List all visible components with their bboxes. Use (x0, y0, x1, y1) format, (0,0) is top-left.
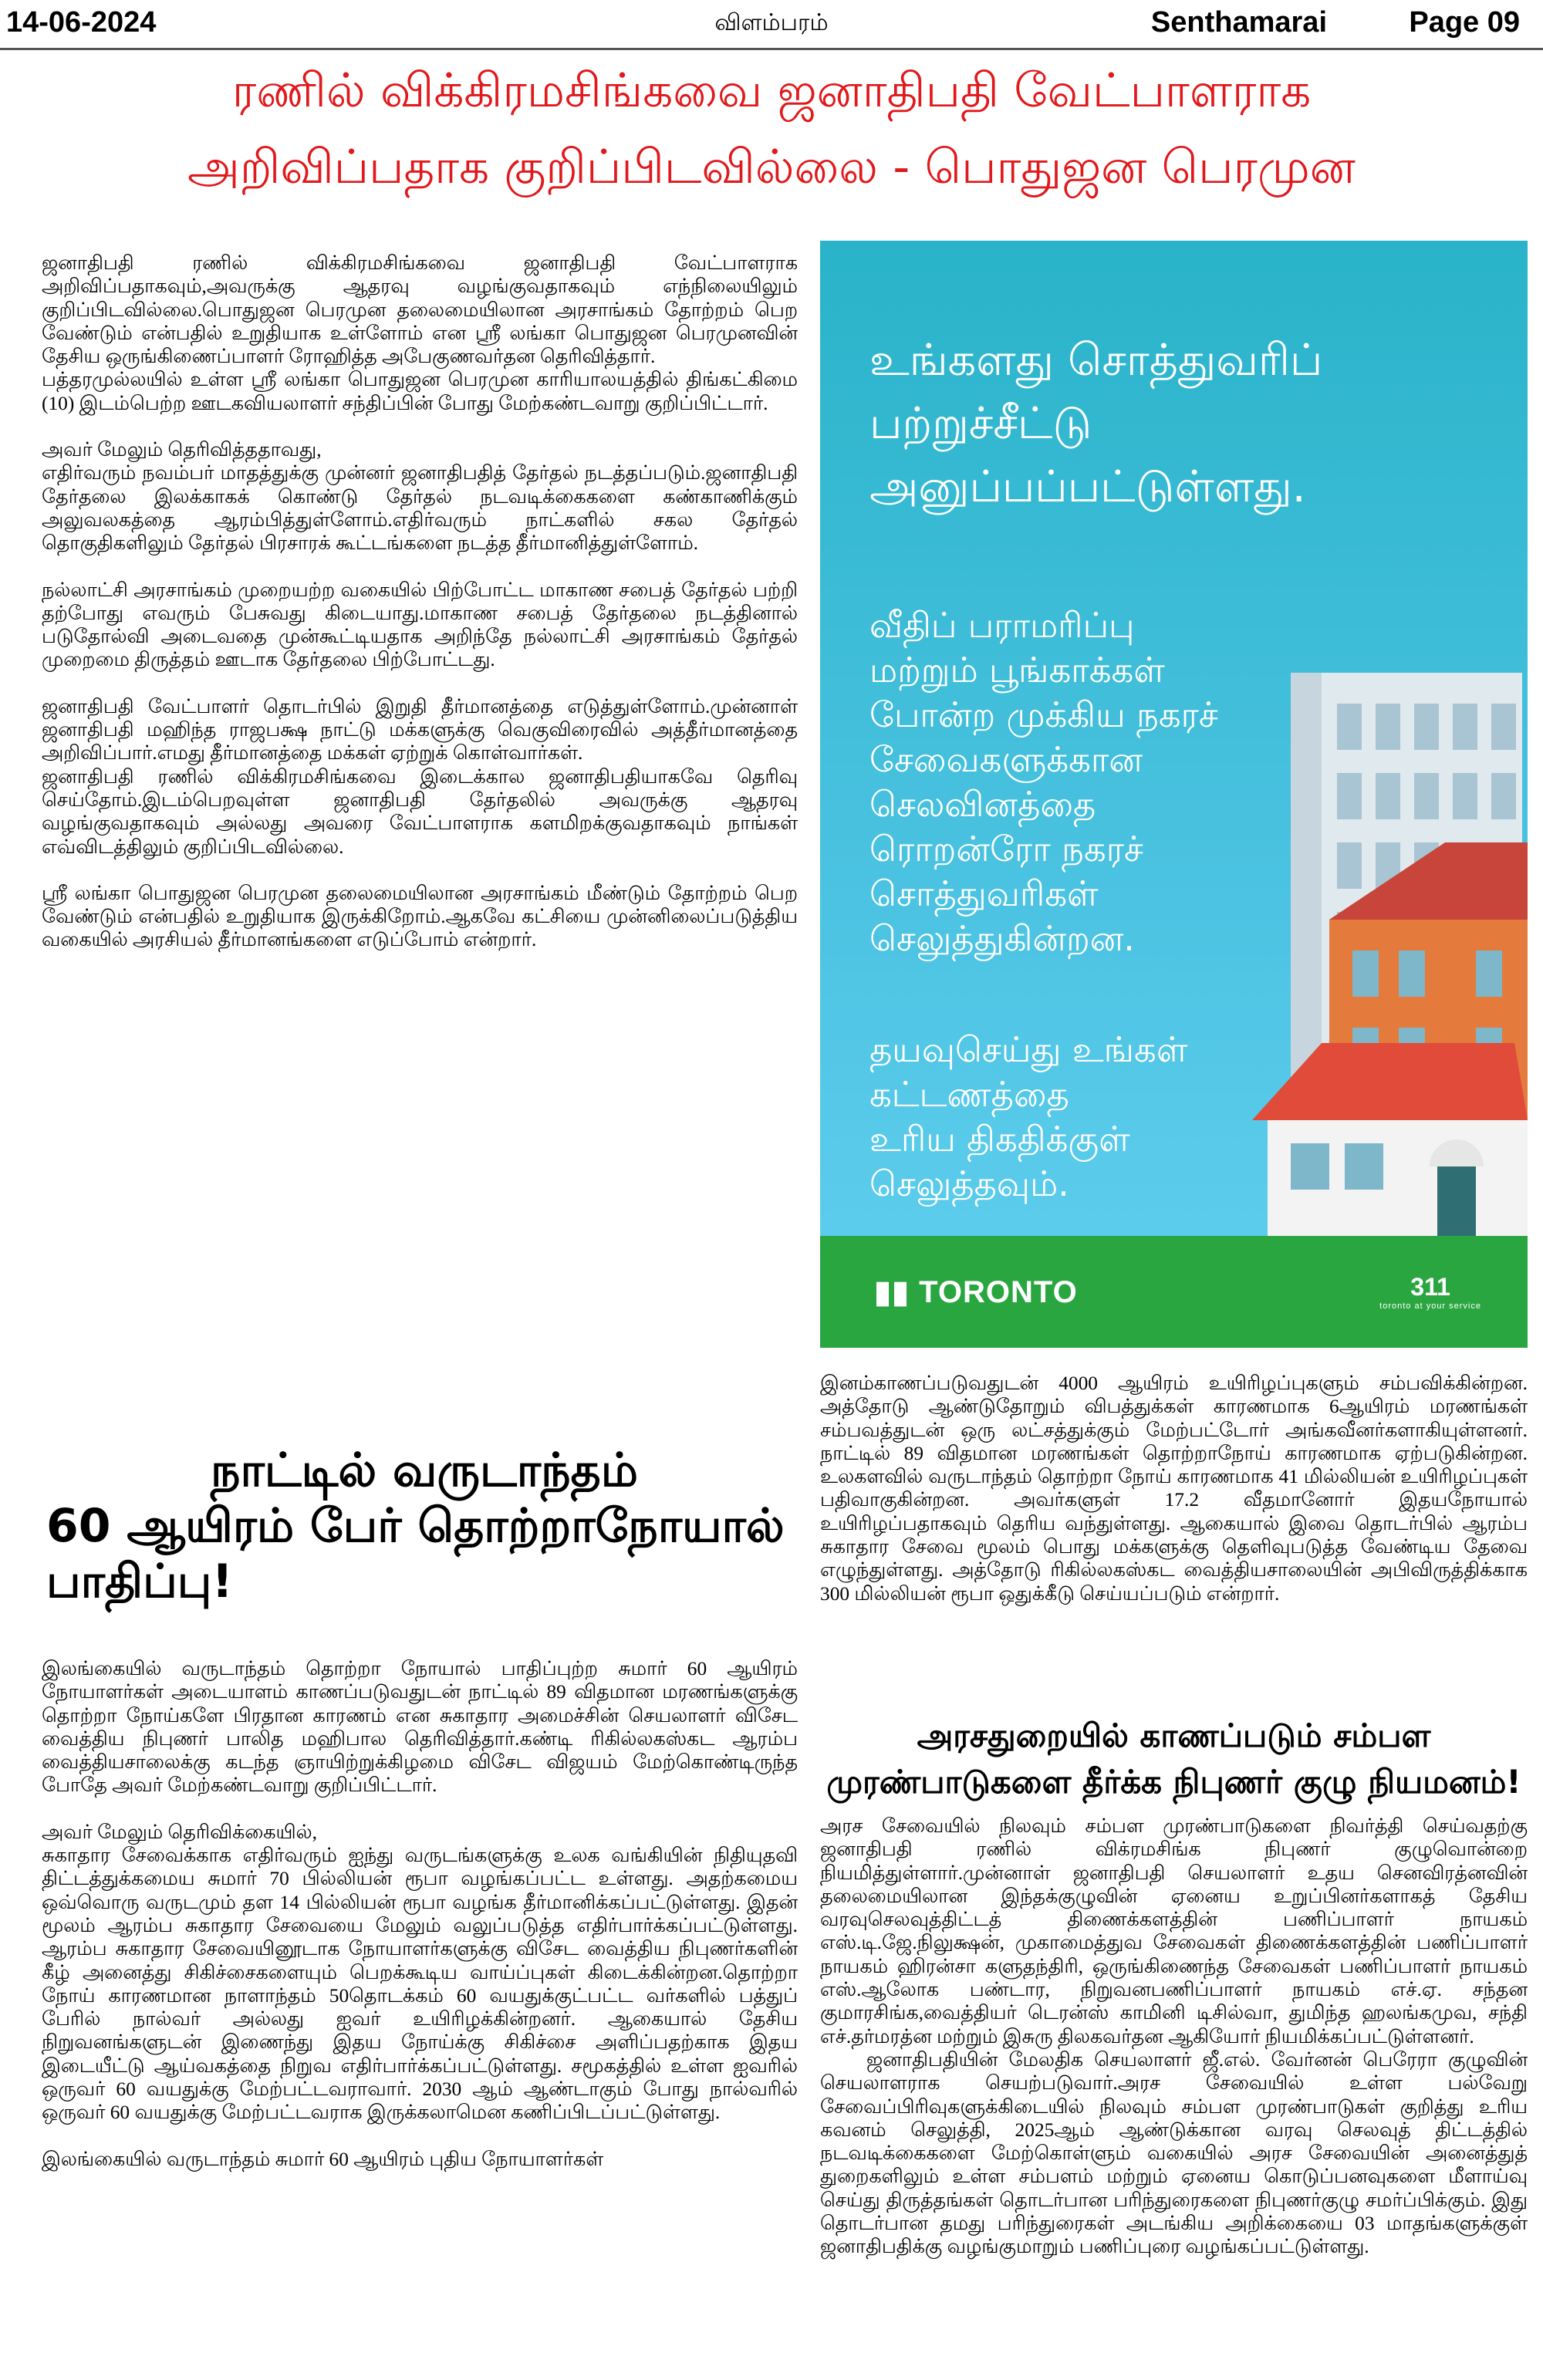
issue-date: 14-06-2024 (6, 6, 157, 39)
paragraph: அவர் மேலும் தெரிவிக்கையில், (42, 1821, 317, 1843)
article3-headline (820, 1713, 1528, 1805)
advert-body2-line4: செலுத்தவும். (869, 1163, 1069, 1204)
paragraph: ஜனாதிபதி ரணில் விக்கிரமசிங்கவை இடைக்கால ஜனாதிபதியாகவே தெரிவு செய்தோம்.இடம்பெறவுள்ள ஜனாதிபதி தேர்தலில் அவருக்கு ஆதரவு வழங்குவதாகவும் அல்லது அவரை வேட்பாளராக களமிறக்குவதாகவும் நாங்கள் எவ்விடத்திலும் குறிப்பிடவில்லை. (42, 765, 798, 858)
advert-body-1 (869, 603, 1218, 961)
advert-body2-line2: கட்டணத்தை (869, 1074, 1069, 1115)
advert-heading (869, 329, 1322, 518)
advert-body1-line6: ரொறன்ரோ நகரச் (869, 829, 1143, 869)
311-number: 311 (1410, 1273, 1450, 1301)
advert-body1-line2: மற்றும் பூங்காக்கள் (869, 650, 1165, 690)
advert-body1-line4: சேவைகளுக்கான (869, 739, 1143, 780)
page-header (0, 0, 1543, 50)
article2-continuation (820, 1372, 1528, 1605)
main-headline-line2: அறிவிப்பதாக குறிப்பிடவில்லை - பொதுஜன பெரமுன (187, 140, 1356, 194)
paragraph: இலங்கையில் வருடாந்தம் சுமார் 60 ஆயிரம் புதிய நோயாளர்கள் (42, 2148, 604, 2170)
advert-heading-line1: உங்களது சொத்துவரிப் (869, 335, 1323, 386)
paragraph: எதிர்வரும் நவம்பர் மாதத்துக்கு முன்னர் ஜனாதிபதித் தேர்தல் நடத்தப்படும்.ஜனாதிபதி தேர்தலை இலக்காகக் கொண்டு தேர்தல் நடவடிக்கைகளை கண்காணிக்கும் அலுவலகத்தை ஆரம்பித்துள்ளோம்.எதிர்வரும் நாட்களில் சகல தேர்தல் தொகுதிகளிலும் தேர்தல் பிரசாரக் கூட்டங்களை நடத்த தீர்மானித்துள்ளோம். (42, 462, 798, 555)
article2-headline-line3: பாதிப்பு! (46, 1555, 233, 1609)
advert-body1-line1: வீதிப் பராமரிப்பு (869, 605, 1135, 646)
advert-body1-line3: போன்ற முக்கிய நகரச் (869, 694, 1218, 735)
article2-body (42, 1657, 798, 2171)
advert-body1-line7: சொத்துவரிகள் (869, 873, 1099, 914)
advert-heading-line3: அனுப்பப்பட்டுள்ளது. (869, 461, 1306, 512)
article2-headline (46, 1443, 802, 1609)
toronto-logo (874, 1274, 1078, 1310)
toronto-logo-text: TORONTO (919, 1275, 1078, 1309)
article2-headline-line2: 60 ஆயிரம் பேர் தொற்றாநோயால் (46, 1499, 785, 1553)
paragraph: அரச சேவையில் நிலவும் சம்பள முரண்பாடுகளை நிவர்த்தி செய்வதற்கு ஜனாதிபதி ரணில் விக்ரமசிங்க நிபுணர் குழுவொன்றை நியமித்துள்ளார்.முன்னாள் ஜனாதிபதி செயலாளர் உதய செனவிரத்னவின் தலைமையிலான இந்தக்குழுவின் ஏனைய உறுப்பினர்களாகத் தேசிய வரவுசெலவுத்திட்டத் திணைக்களத்தின் பணிப்பாளர் நாயகம் எஸ்.டி.ஜே.நிலுக்ஷன், முகாமைத்துவ சேவைகள் திணைக்களத்தின் பணிப்பாளர் நாயகம் ஹிரன்சா களுதந்திரி, ஒருங்கிணைந்த சேவைகள் பணிப்பாளர் நாயகம் எஸ்.ஆலோக பண்டார, நிறுவனபணிப்பாளர் நாயகம் எச்.ஏ. சந்தன குமாரசிங்க,வைத்தியர் டெரன்ஸ் காமினி டிசில்வா, துமிந்த ஹலங்கமுவ, சந்தி எச்.தர்மரத்ன மற்றும் இசுரு திலகவர்தன ஆகியோர் நியமிக்கப்பட்டுள்ளனர். (820, 1815, 1528, 2047)
article3-body (820, 1815, 1528, 2259)
article2-headline-line1: நாட்டில் வருடாந்தம் (210, 1443, 639, 1497)
property-tax-advert (820, 241, 1528, 1348)
paragraph: ஸ்ரீ லங்கா பொதுஜன பெரமுன தலைமையிலான அரசாங்கம் மீண்டும் தோற்றம் பெற வேண்டும் என்பதில் உறுதியாக இருக்கிறோம்.ஆகவே கட்சியை முன்னிலைப்படுத்திய வகையில் அரசியல் தீர்மானங்களை எடுப்போம் என்றார். (42, 882, 798, 951)
city-hall-icon: ▮▮ (874, 1275, 920, 1309)
311-badge (1379, 1273, 1481, 1311)
paragraph: சுகாதார சேவைக்காக எதிர்வரும் ஐந்து வருடங்களுக்கு உலக வங்கியின் நிதியுதவி திட்டத்துக்கமைய சுமார் 70 பில்லியன் ரூபா வழங்கப்பட்ட உள்ளது. அதற்கமைய ஒவ்வொரு வருடமும் தள 14 பில்லியன் ரூபா வழங்க தீர்மானிக்கப்பட்டுள்ளது. இதன் மூலம் ஆரம்ப சுகாதார சேவையை மேலும் வலுப்படுத்த எதிர்பார்க்கப்பட்டுள்ளது. ஆரம்ப சுகாதார சேவையினூடாக நோயாளர்களுக்கு விசேட வைத்திய நிபுணர்களின் கீழ் அனைத்து சிகிச்சைகளையும் பெறக்கூடிய வாய்ப்புகள் கிடைக்கின்றன.தொற்றா நோய் காரணமான நாளாந்தம் 50தொடக்கம் 60 வயதுக்குட்பட்ட வர்களில் பத்துப் பேரில் நால்வர் அல்லது ஐவர் உயிரிழக்கின்றனர். ஆகையால் தேசிய நிறுவனங்களுடன் இணைந்து இதய நோய்க்கு சிகிச்சை அளிப்பதற்காக இதய இடையீட்டு ஆய்வகத்தை நிறுவ எதிர்பார்க்கப்பட்டுள்ளது. சமூகத்தில் உள்ள ஐவரில் ஒருவர் 60 வயதுக்கு மேற்பட்டவராவார். 2030 ஆம் ஆண்டாகும் போது நால்வரில் ஒருவர் 60 வயதுக்கு மேற்பட்டவராக இருக்கலாமென கணிப்பிடப்பட்டுள்ளது. (42, 1845, 798, 2124)
advert-body-2 (869, 1028, 1187, 1207)
article1-body (42, 252, 798, 952)
advert-body1-line5: செலவினத்தை (869, 784, 1096, 825)
page-number: Page 09 (1409, 6, 1520, 39)
publication-name: Senthamarai (1150, 6, 1327, 39)
main-headline-line1: ரணில் விக்கிரமசிங்கவை ஜனாதிபதி வேட்பாளராக (231, 63, 1312, 118)
paragraph: நல்லாட்சி அரசாங்கம் முறையற்ற வகையில் பிற்போட்ட மாகாண சபைத் தேர்தல் பற்றி தற்போது எவரும் பேசுவது கிடையாது.மாகாண சபைத் தேர்தலை நடத்தினால் படுதோல்வி அடைவதை முன்கூட்டியதாக அறிந்தே நல்லாட்சி அரசாங்கம் தேர்தல் முறைமை திருத்தம் ஊடாக தேர்தலை பிற்போட்டது. (42, 579, 798, 671)
section-label: விளம்பரம் (714, 9, 829, 36)
advert-body1-line8: செலுத்துகின்றன. (869, 918, 1135, 959)
paragraph: இனம்காணப்படுவதுடன் 4000 ஆயிரம் உயிரிழப்புகளும் சம்பவிக்கின்றன. அத்தோடு ஆண்டுதோறும் விபத்துக்கள் காரணமாக 6ஆயிரம் மரணங்கள் சம்பவத்துடன் ஒரு லட்சத்துக்கும் மேற்பட்டோர் அங்கவீனர்களாகியுள்ளனர். நாட்டில் 89 விதமான மரணங்கள் தொற்றாநோய் காரணமாக ஏற்படுகின்றன. உலகளவில் வருடாந்தம் தொற்றா நோய் காரணமாக 41 மில்லியன் உயிரிழப்புகள் பதிவாகுகின்றன. அவர்களுள் 17.2 வீதமானோர் இதயநோயால் உயிரிழப்பதாகவும் தெரிய வந்துள்ளது. ஆகையால் இவை தொடர்பில் ஆரம்ப சுகாதார சேவை மூலம் பொது மக்களுக்கு தெளிவுபடுத்த வேண்டிய தேவை எழுந்துள்ளது. அத்தோடு ரிகில்லகஸ்கட வைத்தியசாலையின் அபிவிருத்திக்காக 300 மில்லியன் ரூபா ஒதுக்கீடு செய்யப்படும் என்றார். (820, 1372, 1528, 1605)
paragraph: ஜனாதிபதி வேட்பாளர் தொடர்பில் இறுதி தீர்மானத்தை எடுத்துள்ளோம்.முன்னாள் ஜனாதிபதி மஹிந்த ராஜபக்ஷ நாட்டு மக்களுக்கு வெகுவிரைவில் அத்தீர்மானத்தை அறிவிப்பார்.எமது தீர்மானத்தை மக்கள் ஏற்றுக் கொள்வார்கள். (42, 695, 798, 765)
advert-footer (820, 1236, 1528, 1348)
advert-body2-line3: உரிய திகதிக்குள் (869, 1119, 1130, 1160)
paragraph: பத்தரமுல்லயில் உள்ள ஸ்ரீ லங்கா பொதுஜன பெரமுன காரியாலயத்தில் திங்கட்கிமை (10) இடம்பெற்ற ஊடகவியலாளர் சந்திப்பின் போது மேற்கண்டவாறு குறிப்பிட்டார். (42, 369, 798, 414)
advert-body2-line1: தயவுசெய்து உங்கள் (869, 1029, 1188, 1070)
article3-headline-line1: அரசதுறையில் காணப்படும் சம்பள (917, 1717, 1431, 1754)
paragraph: ஜனாதிபதியின் மேலதிக செயலாளர் ஜீ.எல். வேர்னன் பெரேரா குழுவின் செயலாளராக செயற்படுவார்.அரச சேவையில் உள்ள பல்வேறு சேவைப்பிரிவுகளுக்கிடையில் நிலவும் சம்பள முரண்பாடுகள் குறித்து உரிய கவனம் செலுத்தி, 2025ஆம் ஆண்டுக்கான வரவு செலவுத் திட்டத்தில் நடவடிக்கைகளை மேற்கொள்ளும் வகையில் அரச சேவையின் அனைத்துத் துறைகளிலும் உள்ள சம்பளம் மற்றும் ஏனைய கொடுப்பனவுகளை மீளாய்வு செய்து திருத்தங்கள் தொடர்பான பரிந்துரைகளை நிபுணர்குழு சமர்ப்பிக்கும். இது தொடர்பான தமது பரிந்துரைகள் அடங்கிய அறிக்கையை 03 மாதங்களுக்குள் ஜனாதிபதிக்கு வழங்குமாறும் பணிப்புரை வழங்கப்பட்டுள்ளது. (820, 2048, 1528, 2258)
311-tagline: toronto at your service (1379, 1301, 1481, 1311)
advert-heading-line2: பற்றுச்சீட்டு (869, 398, 1092, 449)
paragraph: ஜனாதிபதி ரணில் விக்கிரமசிங்கவை ஜனாதிபதி வேட்பாளராக அறிவிப்பதாகவும்,அவருக்கு ஆதரவு வழங்குவதாகவும் எந்நிலையிலும் குறிப்பிடவில்லை.பொதுஜன பெரமுன தலைமையிலான அரசாங்கம் தோற்றம் பெற வேண்டும் என்பதில் உறுதியாக உள்ளோம் என ஸ்ரீ லங்கா பொதுஜன பெரமுனவின் தேசிய ஒருங்கிணைப்பாளர் ரோஹித்த அபேகுணவர்தன தெரிவித்தார். (42, 252, 798, 368)
article3-headline-line2: முரண்பாடுகளை தீர்க்க நிபுணர் குழு நியமனம்! (826, 1763, 1521, 1801)
paragraph: இலங்கையில் வருடாந்தம் தொற்றா நோயால் பாதிப்புற்ற சுமார் 60 ஆயிரம் நோயாளர்கள் அடையாளம் காணப்படுவதுடன் நாட்டில் 89 விதமான மரணங்களுக்கு தொற்றா நோய்களே பிரதான காரணம் என சுகாதார அமைச்சின் செயலாளர் விசேட வைத்திய நிபுணர் பாலித மஹிபால தெரிவித்தார்.கண்டி ரிகில்லகஸ்கட ஆரம்ப வைத்தியசாலைக்கு கடந்த ஞாயிற்றுக்கிழமை விசேட விஜயம் மேற்கொண்டிருந்த போதே அவர் மேற்கண்டவாறு குறிப்பிட்டார். (42, 1658, 798, 1797)
paragraph: அவர் மேலும் தெரிவித்ததாவது, (42, 439, 322, 461)
